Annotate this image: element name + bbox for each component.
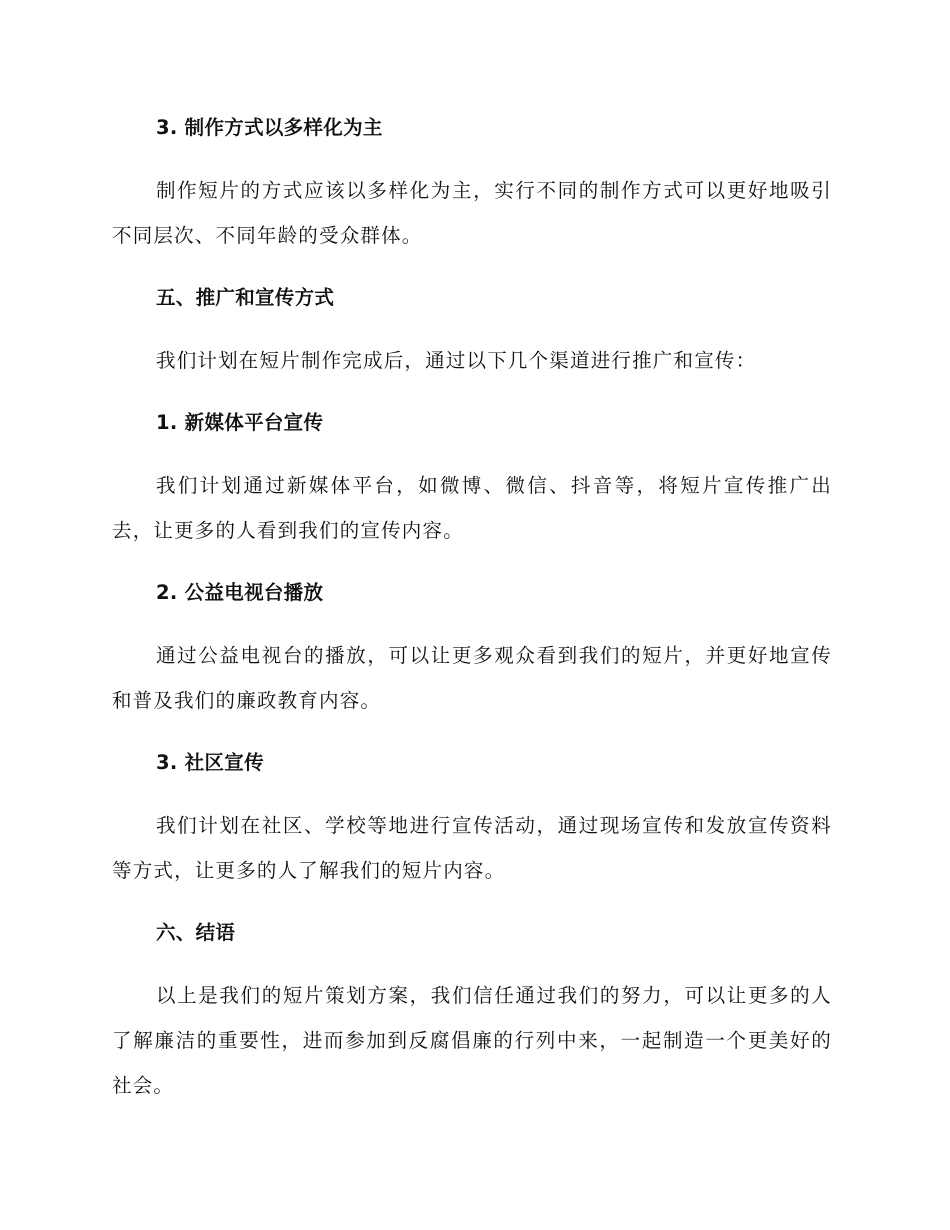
heading-2-public-tv: 2. 公益电视台播放: [156, 581, 324, 604]
paragraph-conclusion: 以上是我们的短片策划方案，我们信任通过我们的努力，可以让更多的人了解廉洁的重要性，进而参加到反腐倡廉的行列中来，一起制造一个更美好的社会。: [112, 984, 832, 1097]
paragraph-new-media: 我们计划通过新媒体平台，如微博、微信、抖音等，将短片宣传推广出去，让更多的人看到我们的宣传内容。: [112, 474, 832, 542]
paragraph-community: 我们计划在社区、学校等地进行宣传活动，通过现场宣传和发放宣传资料等方式，让更多的人了解我们的短片内容。: [112, 814, 832, 882]
heading-5-promotion: 五、推广和宣传方式: [156, 286, 335, 309]
heading-3-community: 3. 社区宣传: [156, 751, 264, 774]
paragraph-promotion-intro: 我们计划在短片制作完成后，通过以下几个渠道进行推广和宣传：: [156, 349, 757, 372]
document-page: [112, 108, 832, 1128]
heading-6-conclusion: 六、结语: [156, 921, 236, 944]
paragraph-public-tv: 通过公益电视台的播放，可以让更多观众看到我们的短片，并更好地宣传和普及我们的廉政教育内容。: [112, 644, 832, 712]
heading-3-production-methods: 3. 制作方式以多样化为主: [156, 116, 383, 139]
heading-1-new-media: 1. 新媒体平台宣传: [156, 411, 324, 434]
paragraph-production-methods: 制作短片的方式应该以多样化为主，实行不同的制作方式可以更好地吸引不同层次、不同年龄的受众群体。: [112, 179, 832, 247]
